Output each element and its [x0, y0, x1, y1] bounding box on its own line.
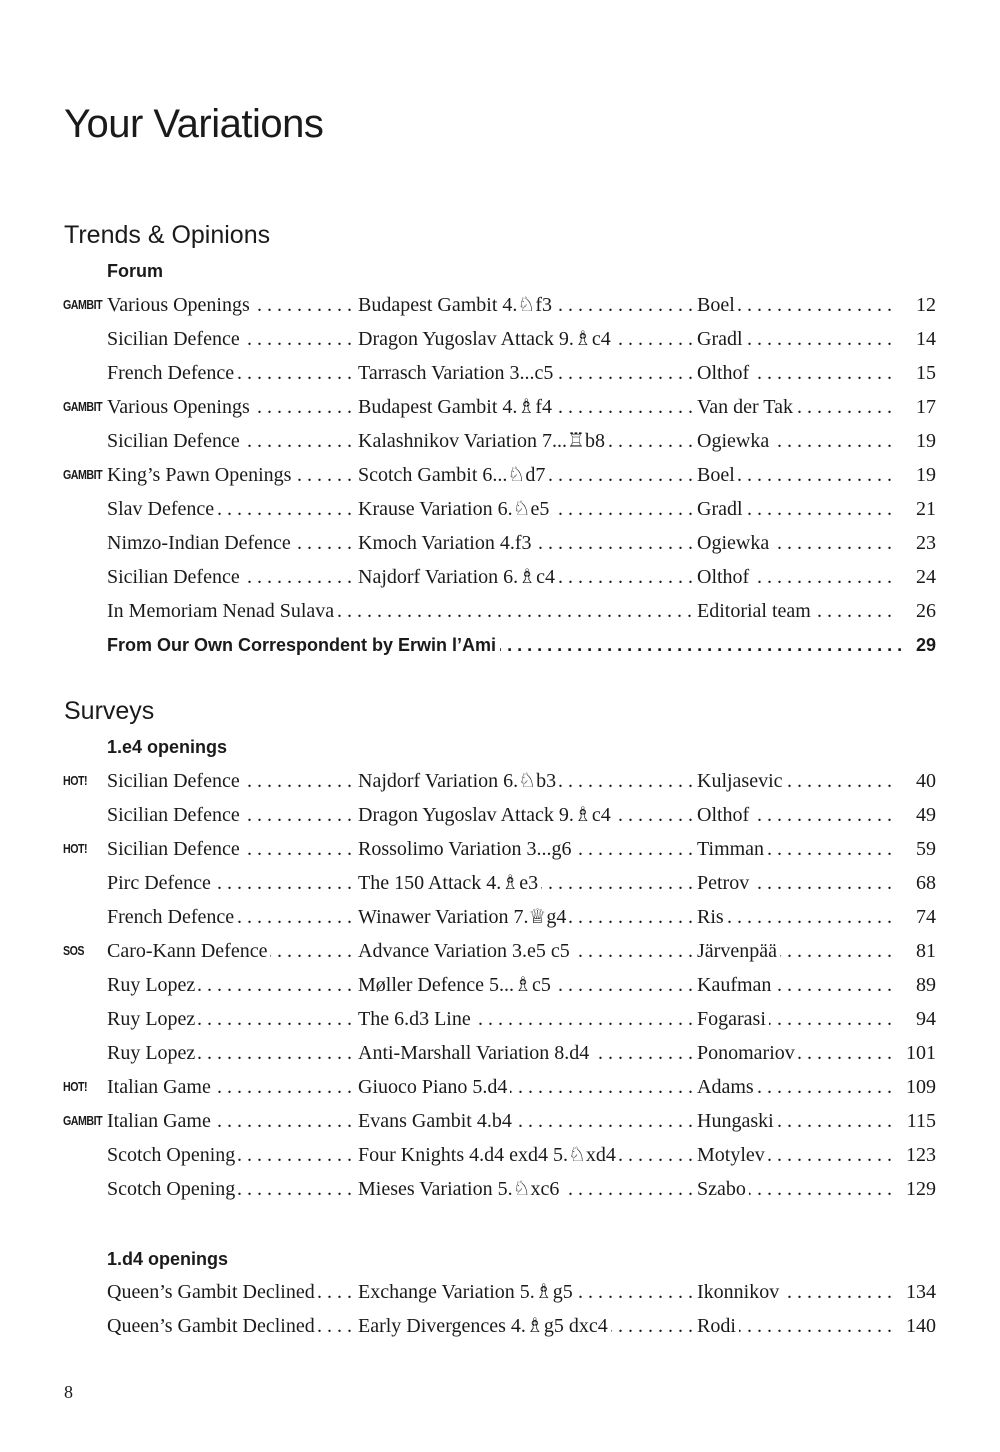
entry-opening: Various Openings . . .	[107, 288, 355, 322]
toc-entry[interactable]	[0, 492, 1000, 526]
entry-page-number: 23	[912, 526, 936, 560]
toc-entry[interactable]	[0, 934, 1000, 968]
memoriam-title: In Memoriam Nenad Sulava . . .	[107, 594, 694, 628]
correspondent-entry[interactable]	[0, 628, 1000, 662]
entry-page-number: 109	[902, 1070, 936, 1104]
toc-entry[interactable]	[0, 1104, 1000, 1138]
entry-page-number: 81	[912, 934, 936, 968]
entry-page-number: 17	[912, 390, 936, 424]
entry-opening: Nimzo-Indian Defence . . .	[107, 526, 355, 560]
entry-author: Boel . . .	[697, 458, 897, 492]
toc-entry[interactable]	[0, 1275, 1000, 1309]
entry-variation: Four Knights 4.d4 exd4 5.♘xd4 . . .	[358, 1138, 694, 1172]
toc-entry[interactable]	[0, 458, 1000, 492]
entry-page-number: 89	[912, 968, 936, 1002]
entry-opening: Sicilian Defence . . .	[107, 424, 355, 458]
entry-tag-badge: GAMBIT	[63, 297, 103, 312]
correspondent-title: From Our Own Correspondent by Erwin l’Ami . . .	[107, 628, 907, 662]
entry-variation: Najdorf Variation 6.♘b3 . . .	[358, 764, 694, 798]
entry-author: Hungaski . . .	[697, 1104, 897, 1138]
entry-tag-badge: SOS	[63, 943, 85, 958]
toc-entry[interactable]	[0, 764, 1000, 798]
section-title-trends: Trends & Opinions	[64, 221, 271, 249]
entry-opening: Queen’s Gambit Declined . . .	[107, 1275, 355, 1309]
entry-author: Adams . . .	[697, 1070, 897, 1104]
entry-author: Olthof . . .	[697, 560, 897, 594]
entry-author: Ikonnikov . . .	[697, 1275, 897, 1309]
entry-opening: Scotch Opening . . .	[107, 1138, 355, 1172]
entry-author: Ogiewka . . .	[697, 424, 897, 458]
page-title: Your Variations	[64, 102, 324, 146]
entry-page-number: 12	[912, 288, 936, 322]
entry-author: Gradl . . .	[697, 322, 897, 356]
entry-variation: Budapest Gambit 4.♘f3 . . .	[358, 288, 694, 322]
entry-tag-badge: GAMBIT	[63, 467, 103, 482]
entry-tag-badge: GAMBIT	[63, 399, 103, 414]
toc-entry[interactable]	[0, 900, 1000, 934]
toc-entry[interactable]	[0, 1070, 1000, 1104]
entry-author: Järvenpää . . .	[697, 934, 897, 968]
entry-page-number: 134	[902, 1275, 936, 1309]
entry-opening: French Defence . . .	[107, 356, 355, 390]
entry-tag-badge: HOT!	[63, 1079, 88, 1094]
entry-page-number: 140	[902, 1309, 936, 1343]
entry-opening: Italian Game . . .	[107, 1070, 355, 1104]
entry-page-number: 123	[902, 1138, 936, 1172]
entry-variation: Evans Gambit 4.b4 . . .	[358, 1104, 694, 1138]
memoriam-page: 26	[912, 594, 936, 628]
subsection-title-d4: 1.d4 openings	[107, 1249, 229, 1269]
entry-variation: Kalashnikov Variation 7...♖b8 . . .	[358, 424, 694, 458]
entry-page-number: 74	[912, 900, 936, 934]
toc-entry[interactable]	[0, 1309, 1000, 1343]
entry-variation: Tarrasch Variation 3...c5 . . .	[358, 356, 694, 390]
entry-page-number: 15	[912, 356, 936, 390]
entry-variation: Mieses Variation 5.♘xc6 . . .	[358, 1172, 694, 1206]
subsection-title-e4: 1.e4 openings	[107, 737, 228, 757]
entry-page-number: 40	[912, 764, 936, 798]
entry-author: Ogiewka . . .	[697, 526, 897, 560]
toc-entry[interactable]	[0, 832, 1000, 866]
entry-author: Kuljasevic . . .	[697, 764, 897, 798]
page-number: 8	[64, 1382, 73, 1402]
entry-opening: Various Openings . . .	[107, 390, 355, 424]
entry-page-number: 19	[912, 424, 936, 458]
entry-tag-badge: HOT!	[63, 841, 88, 856]
entry-author: Gradl . . .	[697, 492, 897, 526]
toc-entry[interactable]	[0, 560, 1000, 594]
entry-variation: Early Divergences 4.♗g5 dxc4 . . .	[358, 1309, 694, 1343]
entry-page-number: 49	[912, 798, 936, 832]
entry-variation: The 150 Attack 4.♗e3 . . .	[358, 866, 694, 900]
entry-author: Petrov . . .	[697, 866, 897, 900]
entry-opening: Sicilian Defence . . .	[107, 832, 355, 866]
entry-page-number: 14	[912, 322, 936, 356]
correspondent-page: 29	[912, 628, 936, 662]
toc-entry[interactable]	[0, 356, 1000, 390]
toc-entry[interactable]	[0, 968, 1000, 1002]
entry-opening: King’s Pawn Openings . . .	[107, 458, 355, 492]
memoriam-entry[interactable]	[0, 594, 1000, 628]
entry-author: Ponomariov . . .	[697, 1036, 897, 1070]
entry-author: Van der Tak . . .	[697, 390, 897, 424]
entry-variation: Anti-Marshall Variation 8.d4 . . .	[358, 1036, 694, 1070]
entry-author: Fogarasi . . .	[697, 1002, 897, 1036]
entry-page-number: 129	[902, 1172, 936, 1206]
toc-entry[interactable]	[0, 1138, 1000, 1172]
entry-author: Motylev . . .	[697, 1138, 897, 1172]
entry-variation: Møller Defence 5...♗c5 . . .	[358, 968, 694, 1002]
entry-variation: Winawer Variation 7.♕g4 . . .	[358, 900, 694, 934]
entry-variation: Rossolimo Variation 3...g6 . . .	[358, 832, 694, 866]
toc-entry[interactable]	[0, 390, 1000, 424]
entry-author: Rodi . . .	[697, 1309, 897, 1343]
toc-entry[interactable]	[0, 1036, 1000, 1070]
entry-opening: Sicilian Defence . . .	[107, 322, 355, 356]
entry-opening: Sicilian Defence . . .	[107, 560, 355, 594]
entry-opening: Caro-Kann Defence . . .	[107, 934, 355, 968]
entry-opening: Scotch Opening . . .	[107, 1172, 355, 1206]
toc-entry[interactable]	[0, 526, 1000, 560]
entry-page-number: 21	[912, 492, 936, 526]
entry-variation: Budapest Gambit 4.♗f4 . . .	[358, 390, 694, 424]
toc-entry[interactable]	[0, 322, 1000, 356]
entry-opening: Sicilian Defence . . .	[107, 764, 355, 798]
toc-entry[interactable]	[0, 424, 1000, 458]
entry-author: Timman . . .	[697, 832, 897, 866]
toc-entry[interactable]	[0, 288, 1000, 322]
entry-variation: The 6.d3 Line . . .	[358, 1002, 694, 1036]
entry-page-number: 101	[902, 1036, 936, 1070]
entry-variation: Giuoco Piano 5.d4 . . .	[358, 1070, 694, 1104]
toc-entry[interactable]	[0, 1002, 1000, 1036]
toc-entry[interactable]	[0, 866, 1000, 900]
entry-variation: Krause Variation 6.♘e5 . . .	[358, 492, 694, 526]
entry-page-number: 24	[912, 560, 936, 594]
entry-opening: Queen’s Gambit Declined . . .	[107, 1309, 355, 1343]
entry-variation: Dragon Yugoslav Attack 9.♗c4 . . .	[358, 798, 694, 832]
entry-opening: French Defence . . .	[107, 900, 355, 934]
entry-author: Kaufman . . .	[697, 968, 897, 1002]
entry-opening: Ruy Lopez . . .	[107, 968, 355, 1002]
entry-author: Ris . . .	[697, 900, 897, 934]
entry-opening: Ruy Lopez . . .	[107, 1036, 355, 1070]
entry-page-number: 68	[912, 866, 936, 900]
entry-variation: Najdorf Variation 6.♗c4 . . .	[358, 560, 694, 594]
entry-page-number: 94	[912, 1002, 936, 1036]
entry-variation: Scotch Gambit 6...♘d7 . . .	[358, 458, 694, 492]
entry-opening: Pirc Defence . . .	[107, 866, 355, 900]
entry-opening: Ruy Lopez . . .	[107, 1002, 355, 1036]
entry-author: Olthof . . .	[697, 798, 897, 832]
entry-author: Olthof . . .	[697, 356, 897, 390]
entry-opening: Sicilian Defence . . .	[107, 798, 355, 832]
entry-page-number: 59	[912, 832, 936, 866]
entry-variation: Advance Variation 3.e5 c5 . . .	[358, 934, 694, 968]
entry-opening: Slav Defence . . .	[107, 492, 355, 526]
entry-tag-badge: HOT!	[63, 773, 88, 788]
memoriam-author: Editorial team . . .	[697, 594, 897, 628]
entry-variation: Dragon Yugoslav Attack 9.♗c4 . . .	[358, 322, 694, 356]
entry-variation: Kmoch Variation 4.f3 . . .	[358, 526, 694, 560]
toc-entry[interactable]	[0, 798, 1000, 832]
entry-author: Boel . . .	[697, 288, 897, 322]
entry-page-number: 115	[903, 1104, 936, 1138]
entry-author: Szabo . . .	[697, 1172, 897, 1206]
entry-opening: Italian Game . . .	[107, 1104, 355, 1138]
section-title-surveys: Surveys	[64, 697, 155, 725]
entry-page-number: 19	[912, 458, 936, 492]
entry-tag-badge: GAMBIT	[63, 1113, 103, 1128]
subsection-title-forum: Forum	[107, 261, 163, 281]
toc-entry[interactable]	[0, 1172, 1000, 1206]
entry-variation: Exchange Variation 5.♗g5 . . .	[358, 1275, 694, 1309]
